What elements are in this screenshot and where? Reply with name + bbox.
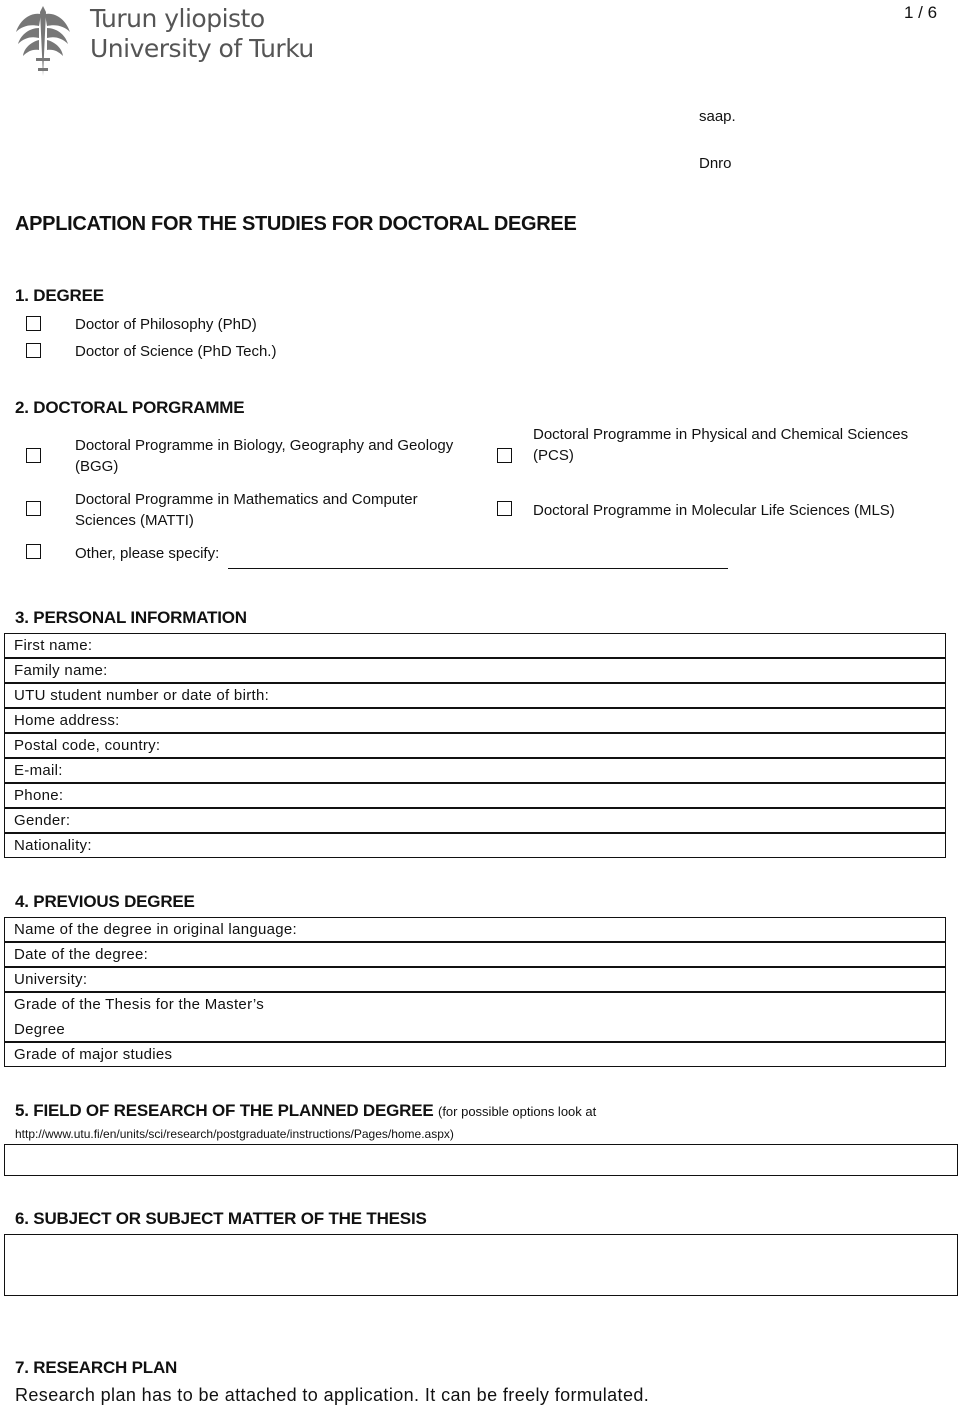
email-label: E-mail: bbox=[14, 762, 63, 779]
first-name-row[interactable] bbox=[4, 633, 946, 658]
pcs-checkbox[interactable] bbox=[497, 448, 512, 463]
university-row[interactable] bbox=[4, 967, 946, 992]
family-name-label: Family name: bbox=[14, 662, 108, 679]
bgg-label-line2: (BGG) bbox=[75, 458, 119, 475]
field-of-research-box[interactable] bbox=[4, 1144, 958, 1176]
logo-line-1: Turun yliopisto bbox=[90, 4, 265, 33]
section5-url[interactable]: http://www.utu.fi/en/units/sci/research/postgraduate/instructions/Pages/home.aspx) bbox=[15, 1127, 454, 1141]
nationality-row[interactable] bbox=[4, 833, 946, 858]
pcs-label-line2: (PCS) bbox=[533, 447, 574, 464]
student-number-label: UTU student number or date of birth: bbox=[14, 687, 270, 704]
matti-label-line2: Sciences (MATTI) bbox=[75, 512, 194, 529]
dnro-label: Dnro bbox=[699, 155, 732, 172]
section4-heading: 4. PREVIOUS DEGREE bbox=[15, 892, 195, 911]
matti-checkbox[interactable] bbox=[26, 501, 41, 516]
section1-heading: 1. DEGREE bbox=[15, 286, 104, 305]
page-number: 1 / 6 bbox=[904, 3, 938, 22]
thesis-grade-label-line2: Degree bbox=[14, 1021, 65, 1038]
email-row[interactable] bbox=[4, 758, 946, 783]
phd-label: Doctor of Philosophy (PhD) bbox=[75, 316, 257, 333]
pcs-label bbox=[533, 424, 908, 466]
section2-heading: 2. DOCTORAL PORGRAMME bbox=[15, 398, 245, 417]
postal-code-label: Postal code, country: bbox=[14, 737, 161, 754]
major-grade-label: Grade of major studies bbox=[14, 1046, 173, 1063]
logo-emblem-icon bbox=[12, 2, 74, 80]
student-number-row[interactable] bbox=[4, 683, 946, 708]
matti-label bbox=[75, 489, 418, 531]
bgg-checkbox[interactable] bbox=[26, 448, 41, 463]
thesis-subject-box[interactable] bbox=[4, 1234, 958, 1296]
university-label: University: bbox=[14, 971, 88, 988]
bgg-label-line1: Doctoral Programme in Biology, Geography and Geology bbox=[75, 437, 454, 454]
major-grade-row[interactable] bbox=[4, 1042, 946, 1067]
section5-note: (for possible options look at bbox=[437, 1104, 597, 1119]
gender-label: Gender: bbox=[14, 812, 71, 829]
degree-date-row[interactable] bbox=[4, 942, 946, 967]
pcs-label-line1: Doctoral Programme in Physical and Chemical Sciences bbox=[533, 426, 909, 443]
other-specify-field[interactable] bbox=[228, 568, 728, 569]
home-address-row[interactable] bbox=[4, 708, 946, 733]
research-plan-text: Research plan has to be attached to application. It can be freely formulated. bbox=[15, 1385, 650, 1405]
university-logo bbox=[12, 2, 74, 80]
section5-heading: 5. FIELD OF RESEARCH OF THE PLANNED DEGREE bbox=[15, 1101, 434, 1120]
phone-row[interactable] bbox=[4, 783, 946, 808]
matti-label-line1: Doctoral Programme in Mathematics and Computer bbox=[75, 491, 418, 508]
family-name-row[interactable] bbox=[4, 658, 946, 683]
section7-heading: 7. RESEARCH PLAN bbox=[15, 1358, 178, 1377]
home-address-label: Home address: bbox=[14, 712, 120, 729]
phd-tech-checkbox[interactable] bbox=[26, 343, 41, 358]
nationality-label: Nationality: bbox=[14, 837, 92, 854]
mls-checkbox[interactable] bbox=[497, 501, 512, 516]
degree-date-label: Date of the degree: bbox=[14, 946, 149, 963]
thesis-grade-label-line1: Grade of the Thesis for the Master’s bbox=[14, 996, 265, 1013]
other-checkbox[interactable] bbox=[26, 544, 41, 559]
mls-label: Doctoral Programme in Molecular Life Sciences (MLS) bbox=[533, 502, 895, 519]
section5-heading-line bbox=[15, 1101, 596, 1121]
phone-label: Phone: bbox=[14, 787, 64, 804]
section3-heading: 3. PERSONAL INFORMATION bbox=[15, 608, 247, 627]
section6-heading: 6. SUBJECT OR SUBJECT MATTER OF THE THESIS bbox=[15, 1209, 427, 1228]
phd-checkbox[interactable] bbox=[26, 316, 41, 331]
logo-line-2: University of Turku bbox=[90, 34, 314, 63]
postal-code-row[interactable] bbox=[4, 733, 946, 758]
bgg-label bbox=[75, 435, 453, 477]
degree-name-label: Name of the degree in original language: bbox=[14, 921, 298, 938]
degree-name-row[interactable] bbox=[4, 917, 946, 942]
other-label: Other, please specify: bbox=[75, 545, 220, 562]
thesis-grade-row[interactable] bbox=[4, 992, 946, 1042]
gender-row[interactable] bbox=[4, 808, 946, 833]
page-title: APPLICATION FOR THE STUDIES FOR DOCTORAL DEGREE bbox=[15, 213, 577, 235]
first-name-label: First name: bbox=[14, 637, 93, 654]
saap-label: saap. bbox=[699, 108, 736, 125]
phd-tech-label: Doctor of Science (PhD Tech.) bbox=[75, 343, 277, 360]
